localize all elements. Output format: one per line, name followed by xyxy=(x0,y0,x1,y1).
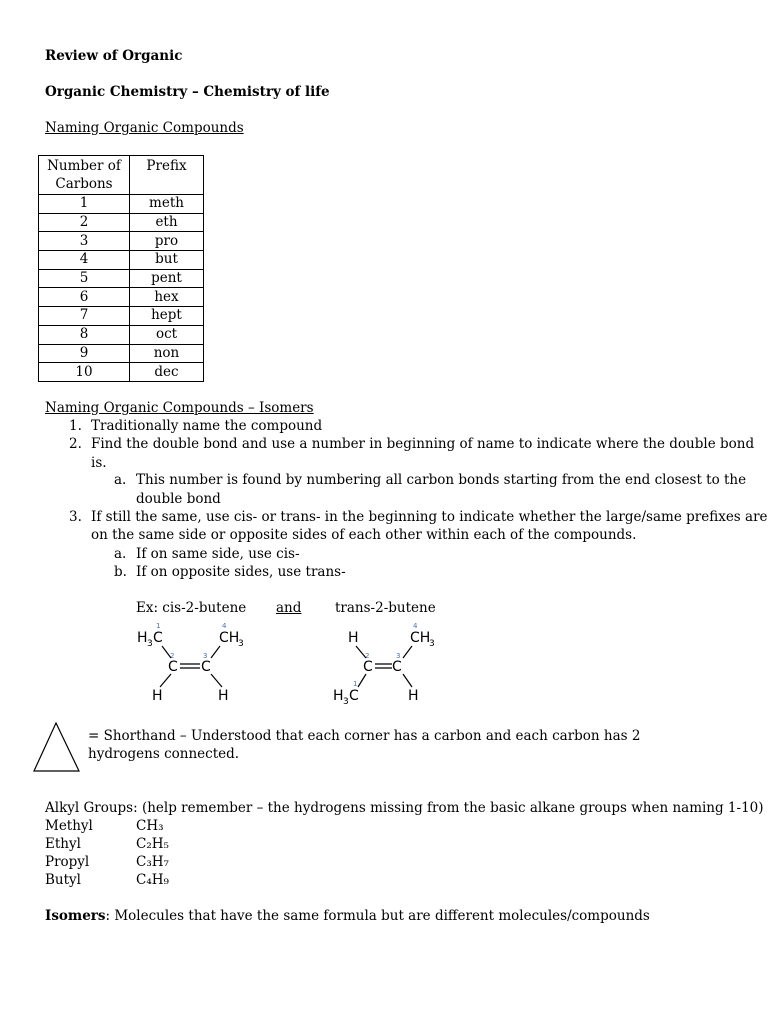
alkyl-formula: C₃H₇ xyxy=(136,854,169,870)
atom-h: H xyxy=(152,688,163,704)
subtitle: Organic Chemistry – Chemistry of life xyxy=(45,84,330,100)
page-title: Review of Organic xyxy=(45,48,183,64)
table-row xyxy=(39,344,204,363)
table-cell: 1 xyxy=(39,195,130,214)
atom-ch: CH xyxy=(410,630,431,646)
cis-2-butene-structure xyxy=(130,618,260,710)
table-cell: 5 xyxy=(39,269,130,288)
table-row xyxy=(39,213,204,232)
table-cell: 9 xyxy=(39,344,130,363)
single-bond xyxy=(160,674,171,687)
list-item: Find the double bond and use a number in beginning of name to indicate where the double bond xyxy=(91,436,755,452)
list-number: 1. xyxy=(69,418,82,434)
table-cell: dec xyxy=(130,363,204,382)
table-row xyxy=(39,251,204,270)
list-letter: b. xyxy=(114,564,127,580)
table-row xyxy=(39,269,204,288)
atom-c: C xyxy=(349,688,359,704)
list-subitem: If on same side, use cis- xyxy=(136,546,300,562)
atom-ch: CH xyxy=(219,630,240,646)
single-bond xyxy=(211,674,222,687)
atom-h: H xyxy=(348,630,359,646)
table-cell: meth xyxy=(130,195,204,214)
list-item: Traditionally name the compound xyxy=(91,418,323,434)
atom-c: C xyxy=(153,630,163,646)
list-letter: a. xyxy=(114,546,127,562)
header-carbons: Number of Carbons xyxy=(39,156,130,195)
alkyl-formula: C₂H₅ xyxy=(136,836,169,852)
alkyl-name: Butyl xyxy=(45,872,81,888)
shorthand-note: = Shorthand – Understood that each corner has a carbon and each carbon has 2 hydrogens connected. xyxy=(88,728,641,762)
table-cell: 3 xyxy=(39,232,130,251)
table-cell: hex xyxy=(130,288,204,307)
table-cell: oct xyxy=(130,325,204,344)
atom-number: 1 xyxy=(156,622,161,630)
table-cell: non xyxy=(130,344,204,363)
table-row xyxy=(39,363,204,382)
atom-h: H xyxy=(218,688,229,704)
list-item-cont: on the same side or opposite sides of each other within each of the compounds. xyxy=(91,527,637,543)
table-cell: hept xyxy=(130,307,204,326)
table-row xyxy=(39,307,204,326)
atom-c: C xyxy=(363,659,373,675)
list-subitem: If on opposite sides, use trans- xyxy=(136,564,346,580)
prefix-table xyxy=(38,155,204,382)
table-row xyxy=(39,195,204,214)
table-cell: eth xyxy=(130,213,204,232)
alkyl-name: Ethyl xyxy=(45,836,81,852)
alkyl-name: Methyl xyxy=(45,818,93,834)
atom-number: 2 xyxy=(170,652,175,660)
atom-sub: 3 xyxy=(238,639,244,649)
table-row xyxy=(39,232,204,251)
list-number: 3. xyxy=(69,509,82,525)
table-cell: 8 xyxy=(39,325,130,344)
atom-c: C xyxy=(201,659,211,675)
alkyl-formula: C₄H₉ xyxy=(136,872,169,888)
atom-number: 2 xyxy=(365,652,370,660)
list-subitem-cont: double bond xyxy=(136,491,221,507)
section-heading-isomers: Naming Organic Compounds – Isomers xyxy=(45,400,314,416)
alkyl-name: Propyl xyxy=(45,854,90,870)
atom-number: 3 xyxy=(203,652,208,660)
atom-c: C xyxy=(168,659,178,675)
table-cell: but xyxy=(130,251,204,270)
table-row xyxy=(39,288,204,307)
single-bond xyxy=(358,674,366,687)
table-cell: pro xyxy=(130,232,204,251)
atom-number: 4 xyxy=(413,622,418,630)
single-bond xyxy=(403,674,412,687)
single-bond xyxy=(211,646,220,658)
table-cell: 7 xyxy=(39,307,130,326)
atom-number: 3 xyxy=(396,652,401,660)
section-heading-naming: Naming Organic Compounds xyxy=(45,120,244,136)
isomers-term: Isomers xyxy=(45,908,106,924)
isomers-definition xyxy=(45,908,650,924)
table-cell: 4 xyxy=(39,251,130,270)
atom-sub: 3 xyxy=(429,639,435,649)
table-cell: 6 xyxy=(39,288,130,307)
atom-number: 1 xyxy=(353,680,358,688)
alkyl-formula: CH₃ xyxy=(136,818,164,834)
example-cis-label: Ex: cis-2-butene xyxy=(136,600,247,616)
example-and: and xyxy=(276,600,302,616)
alkyl-intro: Alkyl Groups: (help remember – the hydrogens missing from the basic alkane groups when naming 1-10) xyxy=(45,800,764,816)
list-letter: a. xyxy=(114,472,127,488)
isomers-text: : Molecules that have the same formula but are different molecules/compounds xyxy=(105,908,650,924)
example-trans-label: trans-2-butene xyxy=(335,600,436,616)
triangle-icon xyxy=(32,720,82,775)
atom-h: H xyxy=(408,688,419,704)
table-cell: pent xyxy=(130,269,204,288)
atom-c: C xyxy=(392,659,402,675)
list-item-cont: is. xyxy=(91,455,107,471)
list-item: If still the same, use cis- or trans- in the beginning to indicate whether the large/same prefixes are xyxy=(91,509,768,525)
table-row xyxy=(39,325,204,344)
table-cell: 2 xyxy=(39,213,130,232)
header-prefix: Prefix xyxy=(130,156,204,195)
list-number: 2. xyxy=(69,436,82,452)
atom-sub: 3 xyxy=(343,697,349,707)
single-bond xyxy=(403,646,412,658)
list-subitem: This number is found by numbering all carbon bonds starting from the end closest to the xyxy=(136,472,747,488)
atom-number: 4 xyxy=(222,622,227,630)
atom-h: H xyxy=(137,630,148,646)
table-cell: 10 xyxy=(39,363,130,382)
atom-h: H xyxy=(333,688,344,704)
atom-sub: 3 xyxy=(147,639,153,649)
trans-2-butene-structure xyxy=(326,618,456,710)
table-header-row xyxy=(39,156,204,195)
